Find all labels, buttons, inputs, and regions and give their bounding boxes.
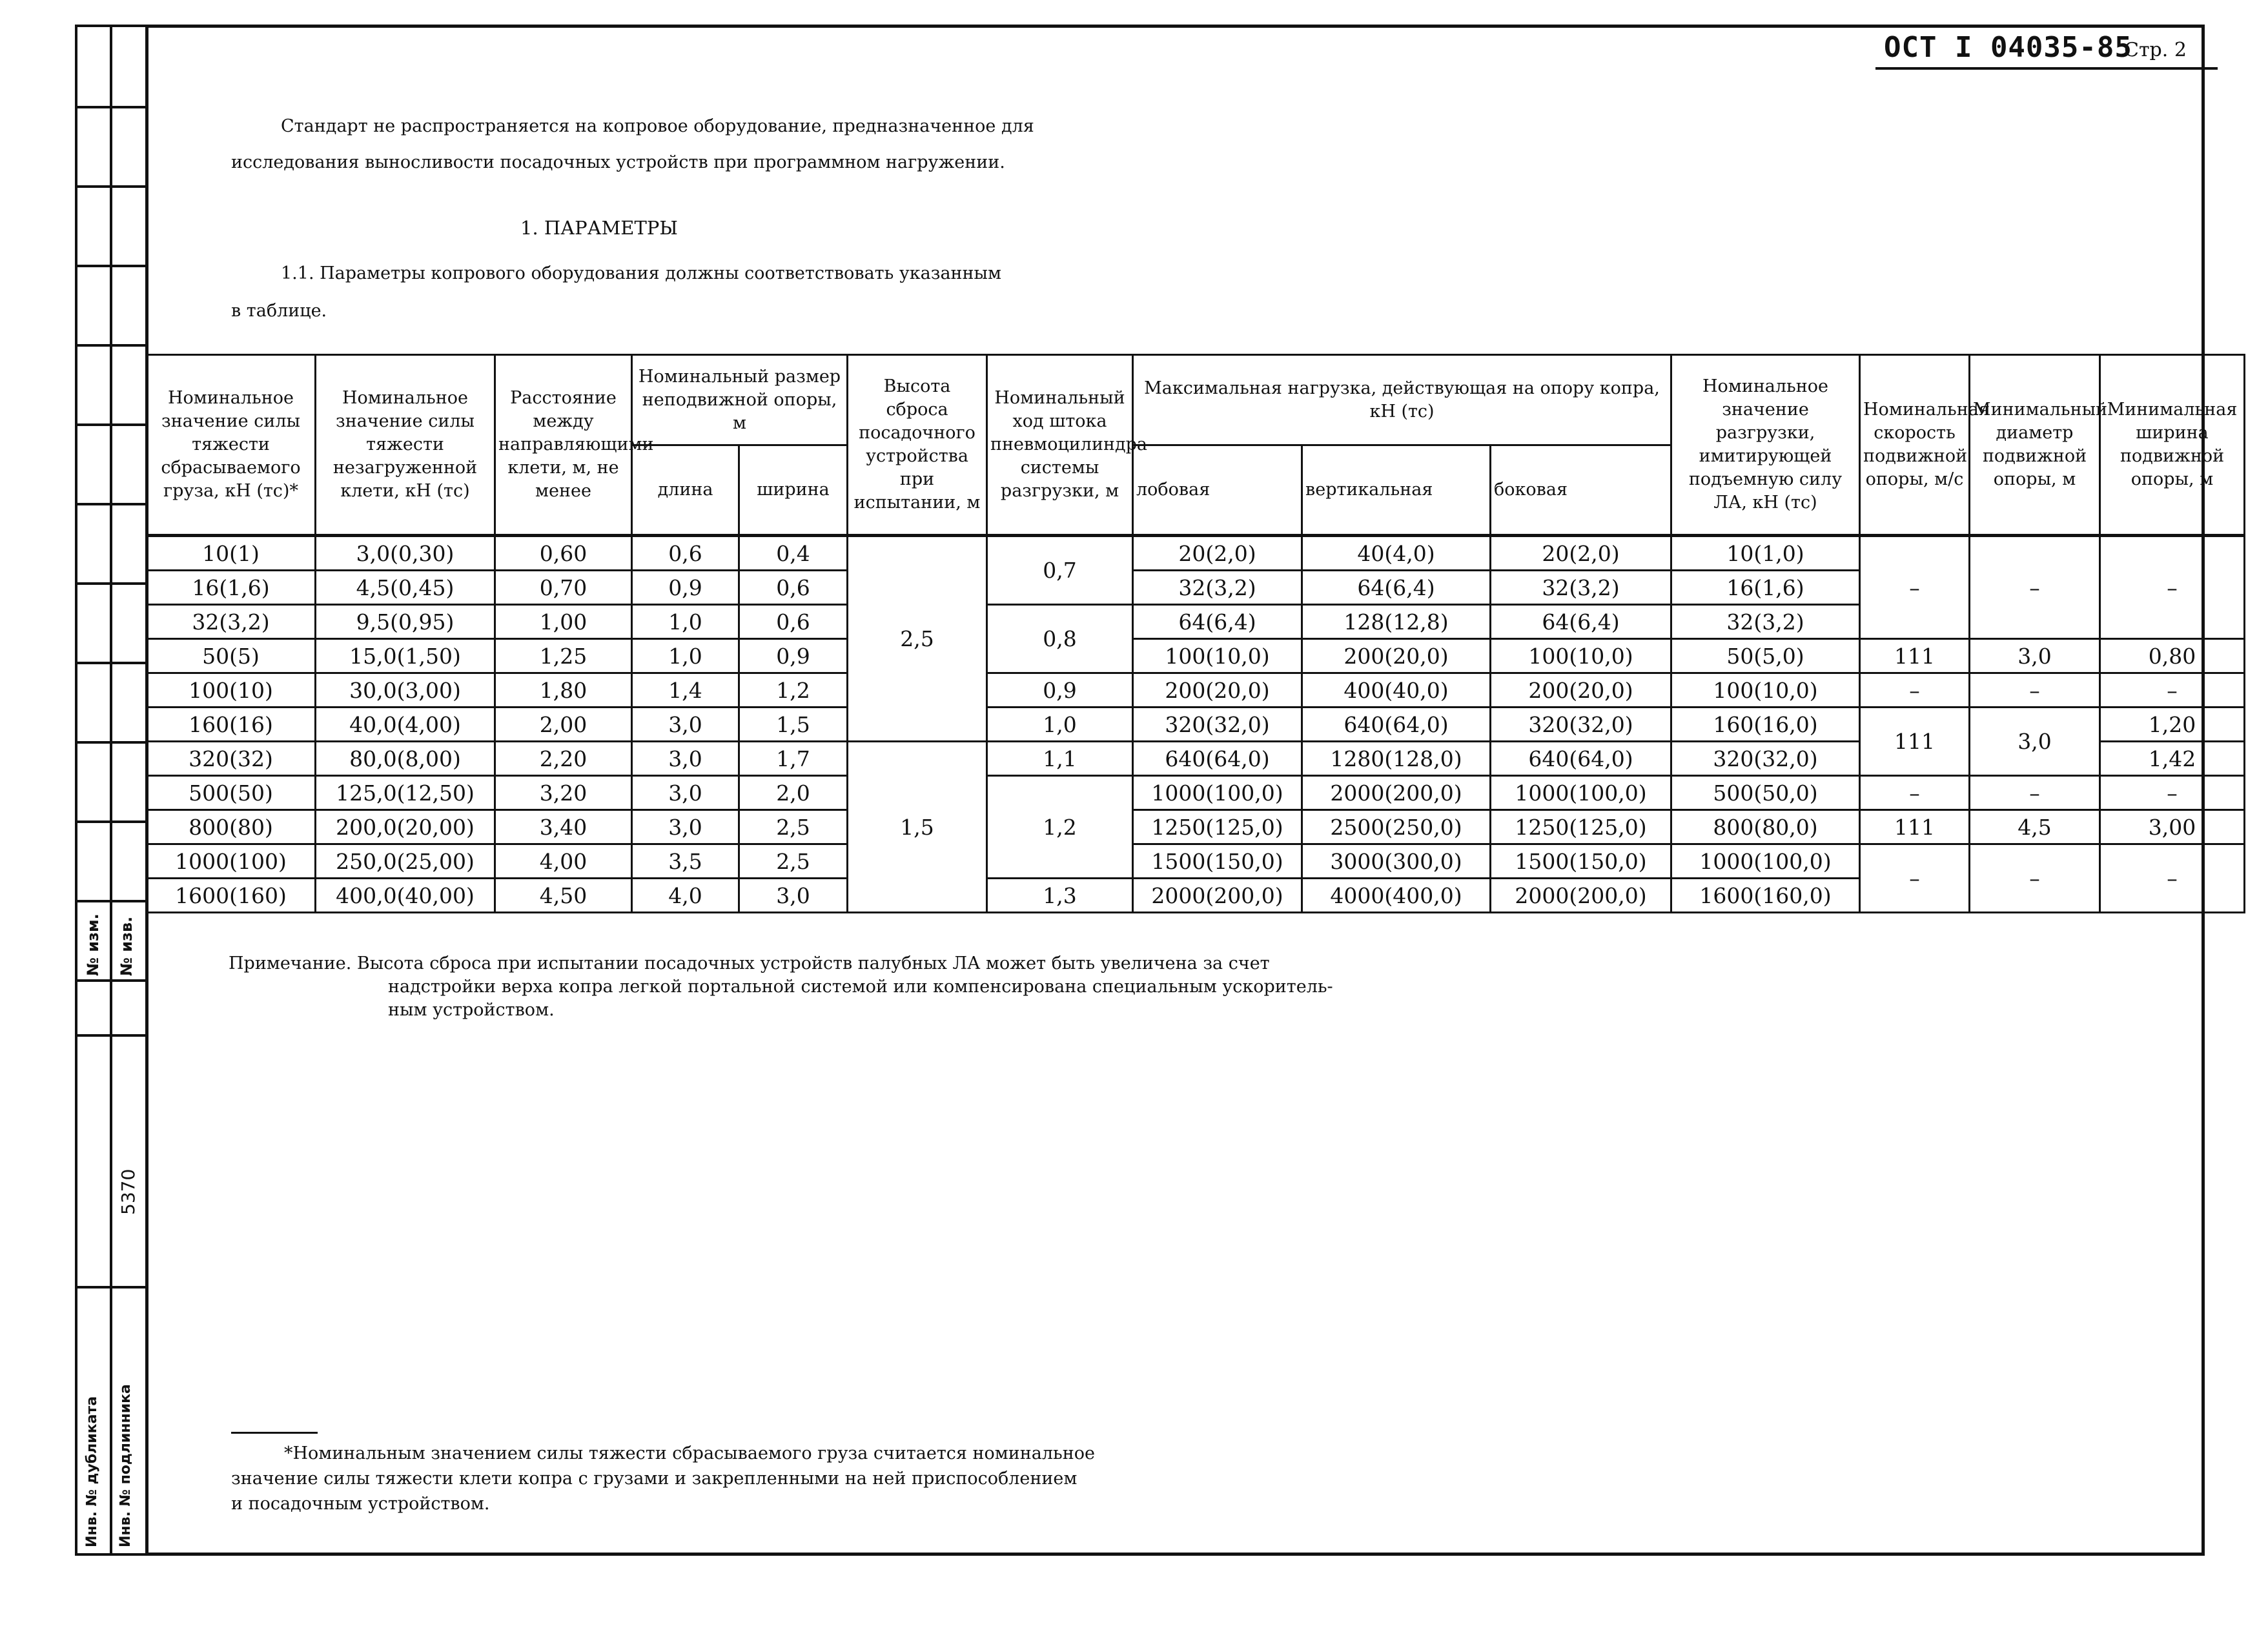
distance-cell: 1,25 <box>495 639 632 673</box>
section-title: 1. ПАРАМЕТРЫ <box>520 217 678 239</box>
intro-line-2: исследования выносливости посадочных устройств при программном нагружении. <box>231 152 1005 172</box>
strip-rule <box>77 503 145 505</box>
length-cell: 3,0 <box>632 776 739 810</box>
col-stroke-header: Номинальный ход штока пневмоцилиндра системы разгрузки, м <box>987 355 1133 536</box>
width-cell: 0,6 <box>739 571 848 605</box>
front-load-cell: 100(10,0) <box>1133 639 1302 673</box>
distance-cell: 3,20 <box>495 776 632 810</box>
col-drop-height-header: Высота сброса посадочного устройства при испытании, м <box>848 355 987 536</box>
change-number-label: № изм. <box>84 913 102 976</box>
col-unload-header: Номинальное значение разгрузки, имитирующей подъемную силу ЛА, кН (тс) <box>1671 355 1860 536</box>
diameter-cell: – <box>1970 844 2100 913</box>
strip-rule <box>77 106 145 108</box>
weight-cell: 1000(100) <box>147 844 316 879</box>
front-load-cell: 2000(200,0) <box>1133 879 1302 913</box>
diameter-cell: – <box>1970 776 2100 810</box>
unload-cell: 50(5,0) <box>1671 639 1860 673</box>
footnote <box>231 1441 1095 1516</box>
unload-cell: 10(1,0) <box>1671 536 1860 571</box>
width-cell: 2,5 <box>739 810 848 844</box>
stroke-cell: 0,9 <box>987 673 1133 708</box>
front-load-cell: 64(6,4) <box>1133 605 1302 639</box>
table-row <box>147 776 2245 810</box>
side-load-cell: 320(32,0) <box>1491 708 1671 742</box>
min-width-cell: 3,00 <box>2100 810 2245 844</box>
weight-cell: 800(80) <box>147 810 316 844</box>
front-load-cell: 1250(125,0) <box>1133 810 1302 844</box>
header-rule <box>1875 67 2218 70</box>
footnote-rule <box>231 1432 318 1434</box>
strip-rule <box>77 741 145 744</box>
distance-cell: 0,70 <box>495 571 632 605</box>
vertical-load-cell: 3000(300,0) <box>1302 844 1491 879</box>
diameter-cell: 4,5 <box>1970 810 2100 844</box>
drop-height-cell: 2,5 <box>848 536 987 742</box>
table-note <box>229 952 1333 1022</box>
col-support-size-header: Номинальный размер неподвижной опоры, м <box>632 355 848 445</box>
page-number: Стр. 2 <box>2124 39 2187 61</box>
diameter-cell: – <box>1970 536 2100 639</box>
stroke-cell: 1,2 <box>987 776 1133 879</box>
unload-cell: 1600(160,0) <box>1671 879 1860 913</box>
strip-rule <box>77 900 145 902</box>
min-width-cell: – <box>2100 776 2245 810</box>
side-load-cell: 2000(200,0) <box>1491 879 1671 913</box>
parameters-table <box>145 354 2245 913</box>
note-line: Примечание. Высота сброса при испытании посадочных устройств палубных ЛА может быть увеличена за счет <box>229 953 1270 973</box>
weight-cell: 16(1,6) <box>147 571 316 605</box>
strip-rule <box>77 265 145 267</box>
weight-cell: 160(16) <box>147 708 316 742</box>
cage-cell: 400,0(40,00) <box>316 879 495 913</box>
col-front-header: лобовая <box>1133 445 1302 536</box>
min-width-cell: 1,20 <box>2100 708 2245 742</box>
col-min-width-header: Минимальная ширина подвижной опоры, м <box>2100 355 2245 536</box>
col-vertical-header: вертикальная <box>1302 445 1491 536</box>
min-width-cell: – <box>2100 844 2245 913</box>
stroke-cell: 1,3 <box>987 879 1133 913</box>
vertical-load-cell: 1280(128,0) <box>1302 742 1491 776</box>
cage-cell: 4,5(0,45) <box>316 571 495 605</box>
side-load-cell: 1000(100,0) <box>1491 776 1671 810</box>
min-width-cell: – <box>2100 536 2245 639</box>
speed-cell: 111 <box>1860 810 1970 844</box>
header-row <box>147 355 2245 445</box>
unload-cell: 160(16,0) <box>1671 708 1860 742</box>
vertical-load-cell: 40(4,0) <box>1302 536 1491 571</box>
length-cell: 3,5 <box>632 844 739 879</box>
strip-rule <box>77 820 145 823</box>
stroke-cell: 0,8 <box>987 605 1133 673</box>
table-row <box>147 708 2245 742</box>
table-row <box>147 844 2245 879</box>
original-inventory-label: Инв. № подлинника <box>117 1384 134 1547</box>
speed-cell: – <box>1860 776 1970 810</box>
duplicate-inventory-label: Инв. № дубликата <box>84 1396 100 1547</box>
table-row <box>147 536 2245 571</box>
cage-cell: 30,0(3,00) <box>316 673 495 708</box>
speed-cell: 111 <box>1860 708 1970 776</box>
clause-line-2: в таблице. <box>231 301 327 321</box>
weight-cell: 100(10) <box>147 673 316 708</box>
col-width-header: ширина <box>739 445 848 536</box>
length-cell: 1,0 <box>632 639 739 673</box>
weight-cell: 32(3,2) <box>147 605 316 639</box>
vertical-load-cell: 2000(200,0) <box>1302 776 1491 810</box>
width-cell: 1,2 <box>739 673 848 708</box>
distance-cell: 2,00 <box>495 708 632 742</box>
length-cell: 0,9 <box>632 571 739 605</box>
length-cell: 1,0 <box>632 605 739 639</box>
width-cell: 1,5 <box>739 708 848 742</box>
margin-strip <box>75 25 145 1556</box>
vertical-load-cell: 64(6,4) <box>1302 571 1491 605</box>
table-row <box>147 639 2245 673</box>
unload-cell: 500(50,0) <box>1671 776 1860 810</box>
width-cell: 3,0 <box>739 879 848 913</box>
diameter-cell: 3,0 <box>1970 639 2100 673</box>
weight-cell: 1600(160) <box>147 879 316 913</box>
stroke-cell: 0,7 <box>987 536 1133 605</box>
footnote-line: значение силы тяжести клети копра с грузами и закрепленными на ней приспособлением <box>231 1469 1078 1489</box>
distance-cell: 3,40 <box>495 810 632 844</box>
unload-cell: 800(80,0) <box>1671 810 1860 844</box>
front-load-cell: 640(64,0) <box>1133 742 1302 776</box>
strip-rule <box>77 344 145 347</box>
side-load-cell: 100(10,0) <box>1491 639 1671 673</box>
unload-cell: 100(10,0) <box>1671 673 1860 708</box>
weight-cell: 50(5) <box>147 639 316 673</box>
col-weight-header: Номинальное значение силы тяжести сбрасываемого груза, кН (тс)* <box>147 355 316 536</box>
front-load-cell: 200(20,0) <box>1133 673 1302 708</box>
note-line: надстройки верха копра легкой портальной системой или компенсирована специальным ускоритель- <box>388 977 1333 997</box>
front-load-cell: 1500(150,0) <box>1133 844 1302 879</box>
speed-cell: – <box>1860 536 1970 639</box>
cage-cell: 3,0(0,30) <box>316 536 495 571</box>
front-load-cell: 1000(100,0) <box>1133 776 1302 810</box>
strip-rule <box>77 185 145 188</box>
strip-rule <box>77 1034 145 1037</box>
distance-cell: 4,50 <box>495 879 632 913</box>
side-load-cell: 20(2,0) <box>1491 536 1671 571</box>
distance-cell: 1,80 <box>495 673 632 708</box>
vertical-load-cell: 128(12,8) <box>1302 605 1491 639</box>
length-cell: 1,4 <box>632 673 739 708</box>
side-load-cell: 1500(150,0) <box>1491 844 1671 879</box>
document-code: ОСТ I 04035-85 <box>1884 31 2132 64</box>
unload-cell: 1000(100,0) <box>1671 844 1860 879</box>
table-row <box>147 810 2245 844</box>
length-cell: 3,0 <box>632 742 739 776</box>
distance-cell: 2,20 <box>495 742 632 776</box>
cage-cell: 40,0(4,00) <box>316 708 495 742</box>
width-cell: 2,0 <box>739 776 848 810</box>
intro-line-1: Стандарт не распространяется на копровое оборудование, предназначенное для <box>281 116 1034 136</box>
footnote-line: *Номинальным значением силы тяжести сбрасываемого груза считается номинальное <box>284 1443 1095 1463</box>
vertical-load-cell: 400(40,0) <box>1302 673 1491 708</box>
inventory-number: 5370 <box>117 1168 139 1215</box>
distance-cell: 4,00 <box>495 844 632 879</box>
col-length-header: длина <box>632 445 739 536</box>
cage-cell: 250,0(25,00) <box>316 844 495 879</box>
side-load-cell: 64(6,4) <box>1491 605 1671 639</box>
col-cage-header: Номинальное значение силы тяжести незагруженной клети, кН (тс) <box>316 355 495 536</box>
cage-cell: 9,5(0,95) <box>316 605 495 639</box>
weight-cell: 500(50) <box>147 776 316 810</box>
stroke-cell: 1,1 <box>987 742 1133 776</box>
strip-rule <box>77 979 145 982</box>
strip-rule <box>77 1286 145 1288</box>
vertical-load-cell: 4000(400,0) <box>1302 879 1491 913</box>
length-cell: 0,6 <box>632 536 739 571</box>
front-load-cell: 320(32,0) <box>1133 708 1302 742</box>
width-cell: 2,5 <box>739 844 848 879</box>
vertical-load-cell: 640(64,0) <box>1302 708 1491 742</box>
vertical-load-cell: 200(20,0) <box>1302 639 1491 673</box>
side-load-cell: 200(20,0) <box>1491 673 1671 708</box>
weight-cell: 10(1) <box>147 536 316 571</box>
width-cell: 0,9 <box>739 639 848 673</box>
table-row <box>147 673 2245 708</box>
col-side-header: боковая <box>1491 445 1671 536</box>
front-load-cell: 32(3,2) <box>1133 571 1302 605</box>
min-width-cell: 1,42 <box>2100 742 2245 776</box>
unload-cell: 16(1,6) <box>1671 571 1860 605</box>
speed-cell: 111 <box>1860 639 1970 673</box>
weight-cell: 320(32) <box>147 742 316 776</box>
side-load-cell: 1250(125,0) <box>1491 810 1671 844</box>
width-cell: 0,4 <box>739 536 848 571</box>
col-speed-header: Номинальная скорость подвижной опоры, м/с <box>1860 355 1970 536</box>
length-cell: 4,0 <box>632 879 739 913</box>
cage-cell: 125,0(12,50) <box>316 776 495 810</box>
cage-cell: 200,0(20,00) <box>316 810 495 844</box>
cage-cell: 80,0(8,00) <box>316 742 495 776</box>
drop-height-cell: 1,5 <box>848 742 987 913</box>
col-max-load-header: Максимальная нагрузка, действующая на опору копра, кН (тс) <box>1133 355 1671 445</box>
length-cell: 3,0 <box>632 810 739 844</box>
speed-cell: – <box>1860 844 1970 913</box>
note-line: ным устройством. <box>388 1000 555 1020</box>
footnote-line: и посадочным устройством. <box>231 1494 490 1514</box>
vertical-load-cell: 2500(250,0) <box>1302 810 1491 844</box>
length-cell: 3,0 <box>632 708 739 742</box>
col-diameter-header: Минимальный диаметр подвижной опоры, м <box>1970 355 2100 536</box>
side-load-cell: 640(64,0) <box>1491 742 1671 776</box>
strip-rule <box>77 662 145 664</box>
cage-cell: 15,0(1,50) <box>316 639 495 673</box>
notice-number-label: № изв. <box>117 916 136 976</box>
strip-divider <box>110 27 112 1553</box>
unload-cell: 32(3,2) <box>1671 605 1860 639</box>
speed-cell: – <box>1860 673 1970 708</box>
diameter-cell: 3,0 <box>1970 708 2100 776</box>
distance-cell: 0,60 <box>495 536 632 571</box>
unload-cell: 320(32,0) <box>1671 742 1860 776</box>
min-width-cell: 0,80 <box>2100 639 2245 673</box>
col-distance-header: Расстояние между направляющими клети, м, не менее <box>495 355 632 536</box>
strip-rule <box>77 423 145 426</box>
diameter-cell: – <box>1970 673 2100 708</box>
width-cell: 0,6 <box>739 605 848 639</box>
clause-line-1: 1.1. Параметры копрового оборудования должны соответствовать указанным <box>281 263 1002 283</box>
stroke-cell: 1,0 <box>987 708 1133 742</box>
width-cell: 1,7 <box>739 742 848 776</box>
side-load-cell: 32(3,2) <box>1491 571 1671 605</box>
min-width-cell: – <box>2100 673 2245 708</box>
distance-cell: 1,00 <box>495 605 632 639</box>
front-load-cell: 20(2,0) <box>1133 536 1302 571</box>
strip-rule <box>77 582 145 585</box>
